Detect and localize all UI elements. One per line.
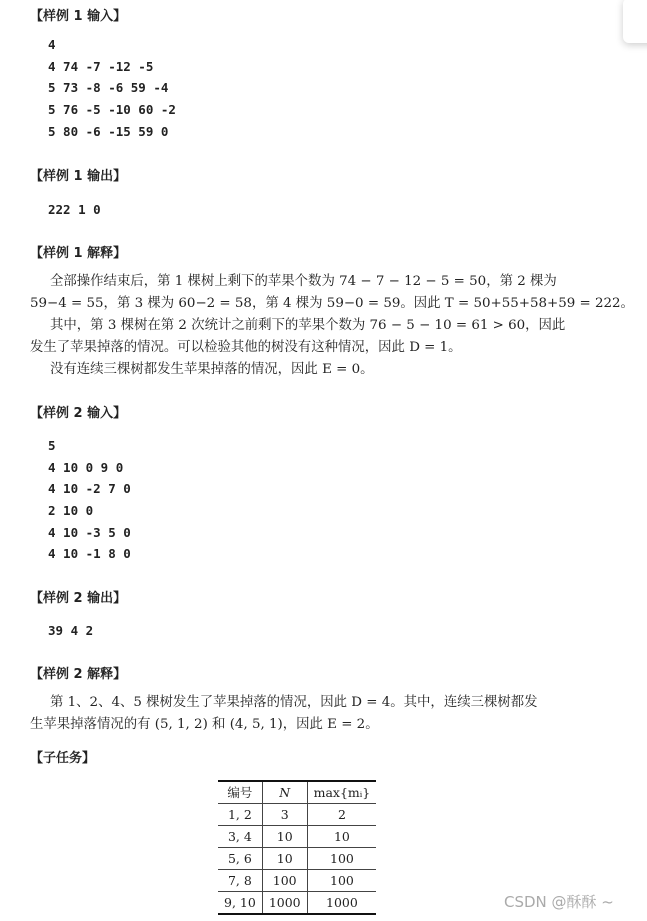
sample1-output: 222 1 0 <box>48 202 101 217</box>
code-line: 4 <box>48 37 56 52</box>
cell: 1, 2 <box>218 804 262 826</box>
subtasks-table <box>218 780 376 915</box>
para-line: 其中，第 3 棵树在第 2 次统计之前剩下的苹果个数为 76 − 5 − 10 = 61 > 60，因此 <box>50 318 566 333</box>
table-row <box>218 804 376 826</box>
col-header: N <box>262 781 307 804</box>
para-line: 生苹果掉落情况的有 (5, 1, 2) 和 (4, 5, 1)，因此 E = 2。 <box>30 717 379 732</box>
cell: 10 <box>307 826 376 848</box>
code-line: 4 10 -3 5 0 <box>48 524 131 540</box>
cell: 10 <box>262 826 307 848</box>
cell: 9, 10 <box>218 892 262 915</box>
sample2-input <box>48 435 131 565</box>
para-line: 全部操作结束后，第 1 棵树上剩下的苹果个数为 74 − 7 − 12 − 5 = 50，第 2 棵为 <box>50 274 557 289</box>
cell: 1000 <box>307 892 376 915</box>
sample1-input-heading: 【样例 1 输入】 <box>30 9 127 24</box>
para-line: 发生了苹果掉落的情况。可以检验其他的树没有这种情况，因此 D = 1。 <box>30 340 462 355</box>
csdn-watermark: CSDN @酥酥 ~ <box>504 893 614 911</box>
cell: 10 <box>262 848 307 870</box>
table-row <box>218 892 376 915</box>
cell: 1000 <box>262 892 307 915</box>
para-line: 没有连续三棵树都发生苹果掉落的情况，因此 E = 0。 <box>50 362 374 377</box>
sample2-output: 39 4 2 <box>48 623 94 638</box>
table-row <box>218 870 376 892</box>
para-line: 59−4 = 55，第 3 棵为 60−2 = 58，第 4 棵为 59−0 = 59。因此 T = 50+55+58+59 = 222。 <box>30 296 634 311</box>
cell: 7, 8 <box>218 870 262 892</box>
table-row <box>218 826 376 848</box>
code-line: 4 74 -7 -12 -5 <box>48 58 154 74</box>
corner-popup[interactable] <box>623 0 647 43</box>
cell: 3 <box>262 804 307 826</box>
cell: 100 <box>307 848 376 870</box>
sample2-input-heading: 【样例 2 输入】 <box>30 406 127 421</box>
sample1-explain-heading: 【样例 1 解释】 <box>30 246 127 261</box>
table-row <box>218 848 376 870</box>
code-line: 2 10 0 <box>48 503 94 519</box>
code-line: 4 10 -1 8 0 <box>48 546 131 562</box>
sample1-output-heading: 【样例 1 输出】 <box>30 169 127 184</box>
cell: 5, 6 <box>218 848 262 870</box>
code-line: 4 10 -2 7 0 <box>48 481 131 497</box>
sample2-explain-heading: 【样例 2 解释】 <box>30 667 127 682</box>
cell: 100 <box>307 870 376 892</box>
code-line: 5 73 -8 -6 59 -4 <box>48 80 169 96</box>
table-header-row <box>218 781 376 804</box>
sample2-explanation <box>30 692 630 736</box>
code-line: 5 80 -6 -15 59 0 <box>48 123 169 139</box>
subtasks-heading: 【子任务】 <box>30 751 96 766</box>
code-line: 5 76 -5 -10 60 -2 <box>48 102 176 118</box>
cell: 2 <box>307 804 376 826</box>
cell: 3, 4 <box>218 826 262 848</box>
para-line: 第 1、2、4、5 棵树发生了苹果掉落的情况，因此 D = 4。其中，连续三棵树都发 <box>50 695 538 710</box>
sample1-explanation <box>30 271 634 381</box>
code-line: 4 10 0 9 0 <box>48 459 124 475</box>
code-line: 5 <box>48 438 56 453</box>
cell: 100 <box>262 870 307 892</box>
sample1-input <box>48 34 176 142</box>
sample2-output-heading: 【样例 2 输出】 <box>30 591 127 606</box>
col-header: 编号 <box>218 781 262 804</box>
col-header: max{mᵢ} <box>307 781 376 804</box>
